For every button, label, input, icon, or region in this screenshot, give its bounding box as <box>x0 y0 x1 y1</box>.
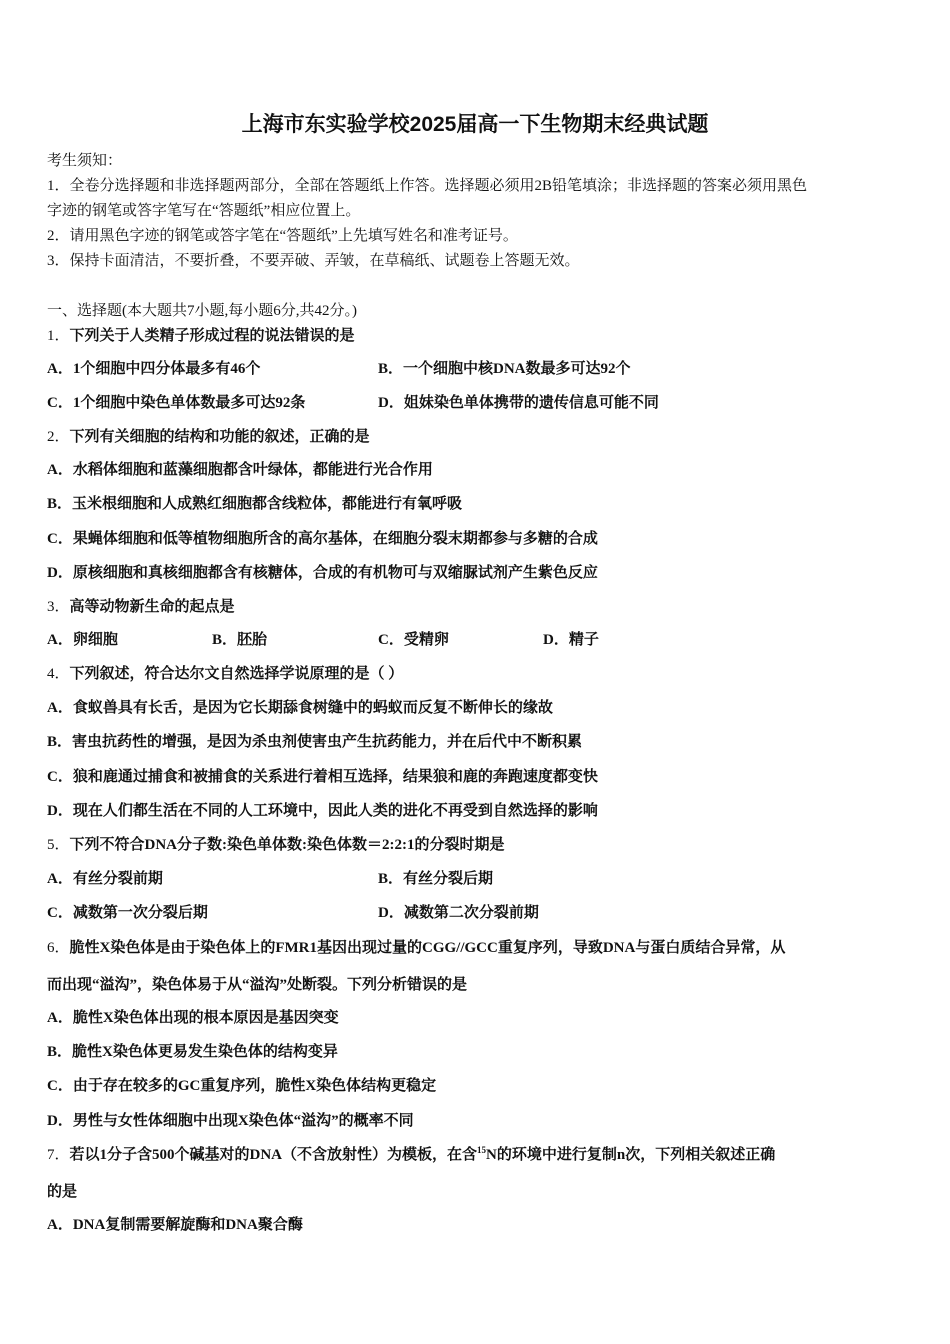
option: B．害虫抗药性的增强，是因为杀虫剂使害虫产生抗药能力，并在后代中不断积累 <box>47 734 583 750</box>
option: C．狼和鹿通过捕食和被捕食的关系进行着相互选择，结果狼和鹿的奔跑速度都变快 <box>47 769 598 785</box>
question-text: 下列有关细胞的结构和功能的叙述，正确的是 <box>69 429 370 445</box>
question-text: N的环境中进行复制n次，下列相关叙述正确 <box>486 1147 776 1163</box>
question-number: 7． <box>47 1147 70 1163</box>
option: D．姐妹染色单体携带的遗传信息可能不同 <box>378 395 659 411</box>
option: D．原核细胞和真核细胞都含有核糖体，合成的有机物可与双缩脲试剂产生紫色反应 <box>47 565 598 581</box>
option: B．有丝分裂后期 <box>378 871 494 887</box>
option: C．1个细胞中染色单体数最多可达92条 <box>47 395 306 411</box>
option: D．男性与女性体细胞中出现X染色体“溢沟”的概率不同 <box>47 1113 414 1129</box>
option: C．减数第一次分裂后期 <box>47 905 208 921</box>
question-text: 若以1分子含500个碱基对的DNA（不含放射性）为模板，在含 <box>69 1147 478 1163</box>
question-number: 6． <box>47 940 70 956</box>
option: A．脆性X染色体出现的根本原因是基因突变 <box>47 1010 339 1026</box>
question-3 <box>47 597 235 617</box>
option: C．受精卵 <box>378 632 449 648</box>
question-text: 高等动物新生命的起点是 <box>69 599 235 615</box>
notice-line: 字迹的钢笔或答字笔写在“答题纸”相应位置上。 <box>47 203 361 219</box>
option: D．减数第二次分裂前期 <box>378 905 539 921</box>
question-2 <box>47 427 370 447</box>
question-text-continued: 的是 <box>47 1184 78 1200</box>
option: D．精子 <box>543 632 599 648</box>
question-1 <box>47 326 355 346</box>
option: B．胚胎 <box>212 632 268 648</box>
option: D．现在人们都生活在不同的人工环境中，因此人类的进化不再受到自然选择的影响 <box>47 803 598 819</box>
section-heading: 一、选择题(本大题共7小题,每小题6分,共42分。) <box>47 303 357 319</box>
question-4 <box>47 664 403 684</box>
question-number: 3． <box>47 599 70 615</box>
option: A．食蚁兽具有长舌，是因为它长期舔食树缝中的蚂蚁而反复不断伸长的缘故 <box>47 700 553 716</box>
question-text: 脆性X染色体是由于染色体上的FMR1基因出现过量的CGG//GCC重复序列，导致DNA与蛋白质结合异常，从 <box>69 940 786 956</box>
option: A．1个细胞中四分体最多有46个 <box>47 361 261 377</box>
question-number: 2． <box>47 429 70 445</box>
option: B．脆性X染色体更易发生染色体的结构变异 <box>47 1044 338 1060</box>
notice-line: 1．全卷分选择题和非选择题两部分，全部在答题纸上作答。选择题必须用2B铅笔填涂；非选择题的答案必须用黑色 <box>47 178 808 194</box>
notice-line: 3．保持卡面清洁，不要折叠，不要弄破、弄皱，在草稿纸、试题卷上答题无效。 <box>47 253 580 269</box>
notice-heading: 考生须知： <box>47 153 123 169</box>
option: C．由于存在较多的GC重复序列，脆性X染色体结构更稳定 <box>47 1078 437 1094</box>
question-number: 4． <box>47 666 70 682</box>
notice-line: 2．请用黑色字迹的钢笔或答字笔在“答题纸”上先填写姓名和准考证号。 <box>47 228 518 244</box>
page-title: 上海市东实验学校2025届高一下生物期末经典试题 <box>241 113 709 136</box>
isotope-superscript: 15 <box>477 1145 487 1155</box>
option: B．一个细胞中核DNA数最多可达92个 <box>378 361 631 377</box>
question-7 <box>47 1145 775 1165</box>
question-number: 1． <box>47 328 70 344</box>
option: A．水稻体细胞和蓝藻细胞都含叶绿体，都能进行光合作用 <box>47 462 433 478</box>
question-6 <box>47 938 785 958</box>
question-text: 下列不符合DNA分子数:染色单体数:染色体数＝2:2:1的分裂时期是 <box>69 837 505 853</box>
option: B．玉米根细胞和人成熟红细胞都含线粒体，都能进行有氧呼吸 <box>47 496 463 512</box>
question-5 <box>47 835 505 855</box>
option: C．果蝇体细胞和低等植物细胞所含的高尔基体，在细胞分裂末期都参与多糖的合成 <box>47 531 598 547</box>
option: A．有丝分裂前期 <box>47 871 163 887</box>
question-text: 下列关于人类精子形成过程的说法错误的是 <box>69 328 355 344</box>
question-text-continued: 而出现“溢沟”，染色体易于从“溢沟”处断裂。下列分析错误的是 <box>47 977 468 993</box>
question-number: 5． <box>47 837 70 853</box>
question-text: 下列叙述，符合达尔文自然选择学说原理的是（ ） <box>69 666 404 682</box>
option: A．卵细胞 <box>47 632 118 648</box>
option: A．DNA复制需要解旋酶和DNA聚合酶 <box>47 1217 303 1233</box>
